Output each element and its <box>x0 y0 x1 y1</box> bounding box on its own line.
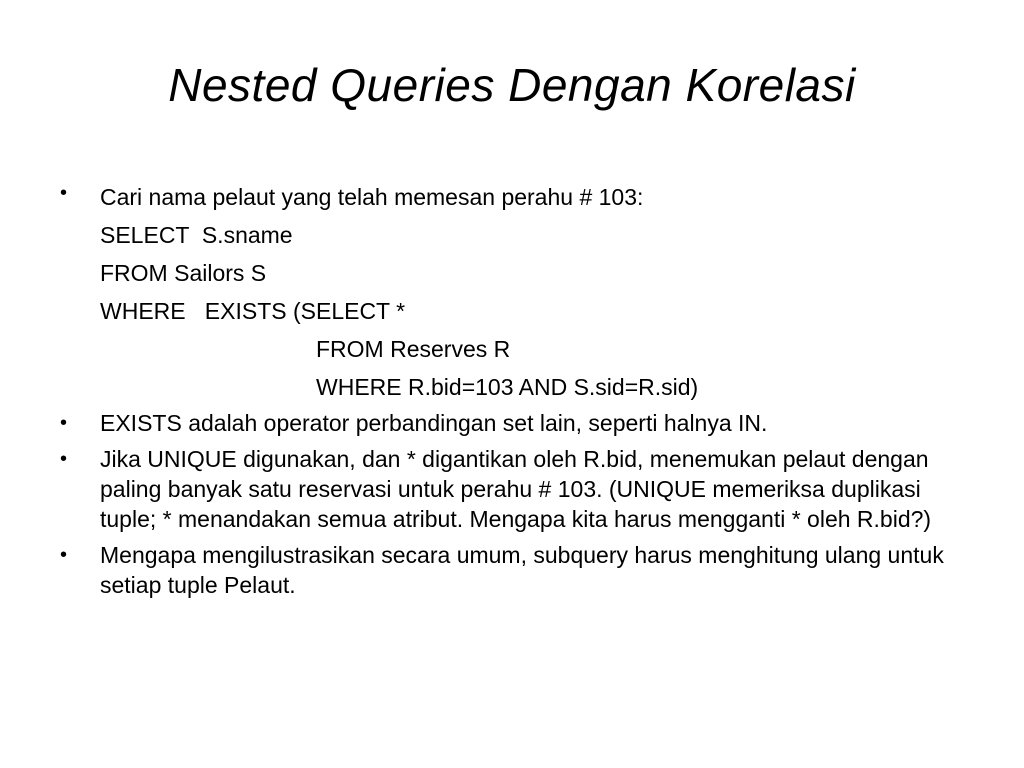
bullet-item <box>60 540 980 600</box>
slide-title: Nested Queries Dengan Korelasi <box>168 59 856 111</box>
sql-line-indented: WHERE R.bid=103 AND S.sid=R.sid) <box>316 374 699 400</box>
sql-line-indented: FROM Reserves R <box>316 336 511 362</box>
bullet-icon: • <box>60 448 68 470</box>
bullet-text: EXISTS adalah operator perbandingan set lain, seperti halnya IN. <box>100 410 768 436</box>
bullet-text: Jika UNIQUE digunakan, dan * digantikan oleh R.bid, menemukan pelaut dengan paling banyak satu reservasi untuk perahu # 103. (UNIQUE memeriksa duplikasi tuple; * menandakan semua atribut. Mengapa kita harus mengganti * oleh R.bid?) <box>100 446 932 532</box>
bullet-item <box>60 408 980 438</box>
bullet-text: Mengapa mengilustrasikan secara umum, subquery harus menghitung ulang untuk setiap tuple Pelaut. <box>100 542 944 598</box>
sql-line: SELECT S.sname <box>100 222 293 248</box>
bullet-icon: • <box>60 412 68 434</box>
bullet-text: Cari nama pelaut yang telah memesan perahu # 103: <box>100 184 644 210</box>
bullet-icon: • <box>60 544 68 566</box>
sql-line: FROM Sailors S <box>100 260 267 286</box>
bullet-item <box>60 444 980 534</box>
bullet-icon: • <box>60 182 68 204</box>
sql-line: WHERE EXISTS (SELECT * <box>100 298 406 324</box>
slide-body <box>60 178 980 600</box>
bullet-item <box>60 178 980 216</box>
